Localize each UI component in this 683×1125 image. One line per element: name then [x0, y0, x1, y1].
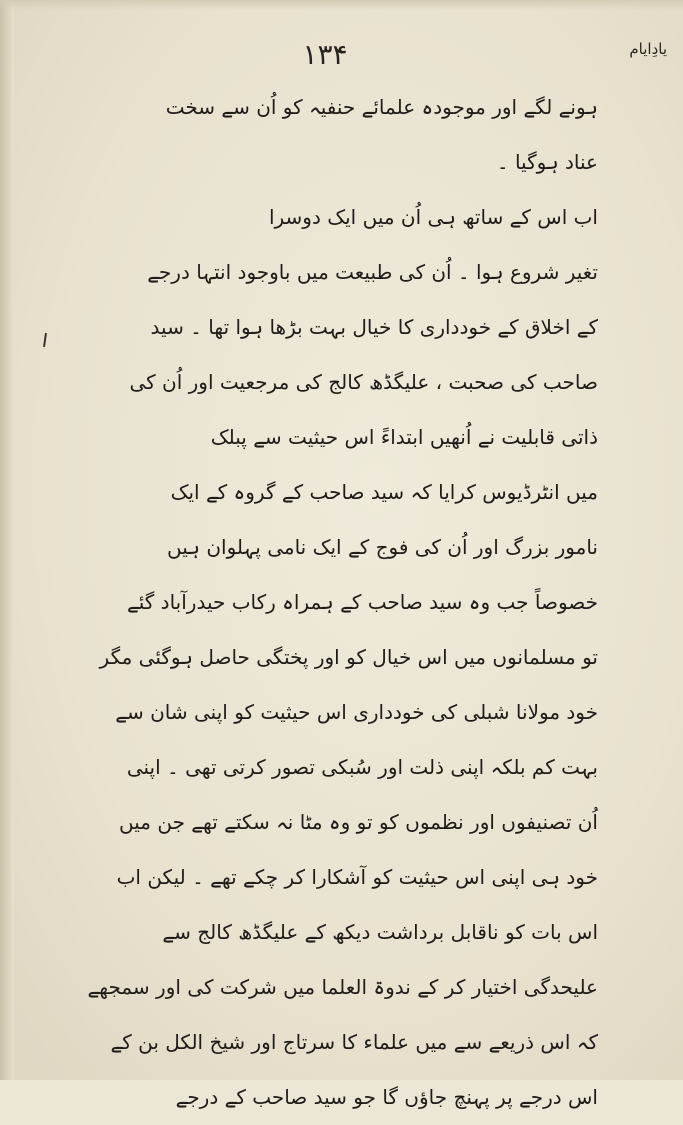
text-line: اس درجے پر پہنچ جاؤں گا جو سید صاحب کے درجے	[175, 1085, 598, 1109]
text-line: اس بات کو ناقابل برداشت دیکھ کے علیگڈھ کالج سے	[162, 920, 598, 944]
page-body-text	[78, 80, 598, 1125]
page-binding-edge	[0, 0, 14, 1080]
text-line: خصوصاً جب وہ سید صاحب کے ہمراہ رکاب حیدرآباد گئے	[127, 590, 598, 614]
text-line: بہت کم بلکہ اپنی ذلت اور سُبکی تصور کرتی تھی ۔ اپنی	[126, 755, 598, 779]
text-line: ہونے لگے اور موجودہ علمائے حنفیہ کو اُن سے سخت	[165, 95, 598, 119]
page-number: ۱۳۴	[302, 38, 348, 71]
text-line: تغیر شروع ہوا ۔ اُن کی طبیعت میں باوجود انتہا درجے	[147, 260, 598, 284]
text-line: تو مسلمانوں میں اس خیال کو اور پختگی حاصل ہوگئی مگر	[99, 645, 598, 669]
text-line: عناد ہوگیا ۔	[496, 150, 598, 174]
text-line: خود مولانا شبلی کی خودداری اس حیثیت کو اپنی شان سے	[115, 700, 598, 724]
page-top-edge	[0, 0, 683, 10]
text-line: میں انٹرڈیوس کرایا کہ سید صاحب کے گروہ کے ایک	[170, 480, 598, 504]
text-line: صاحب کی صحبت ، علیگڈھ کالج کی مرجعیت اور اُن کی	[129, 370, 598, 394]
text-line: خود ہی اپنی اس حیثیت کو آشکارا کر چکے تھے ۔ لیکن اب	[116, 865, 598, 889]
margin-pencil-mark	[43, 333, 47, 347]
text-line: علیحدگی اختیار کر کے ندوۃ العلما میں شرکت کی اور سمجھے	[87, 975, 598, 999]
text-line: کے اخلاق کے خودداری کا خیال بہت بڑھا ہوا تھا ۔ سید	[150, 315, 598, 339]
text-line: ذاتی قابلیت نے اُنھیں ابتداءً اس حیثیت سے پبلک	[210, 425, 598, 449]
running-header-title: یادِایام	[629, 40, 667, 58]
text-line: اب اس کے ساتھ ہی اُن میں ایک دوسرا	[268, 205, 598, 229]
text-line: اُن تصنیفوں اور نظموں کو تو وہ مٹا نہ سکتے تھے جن میں	[119, 810, 598, 834]
text-line: کہ اس ذریعے سے میں علماء کا سرتاج اور شیخ الکل بن کے	[110, 1030, 598, 1054]
text-line: نامور بزرگ اور اُن کی فوج کے ایک نامی پہلوان ہیں	[167, 535, 598, 559]
